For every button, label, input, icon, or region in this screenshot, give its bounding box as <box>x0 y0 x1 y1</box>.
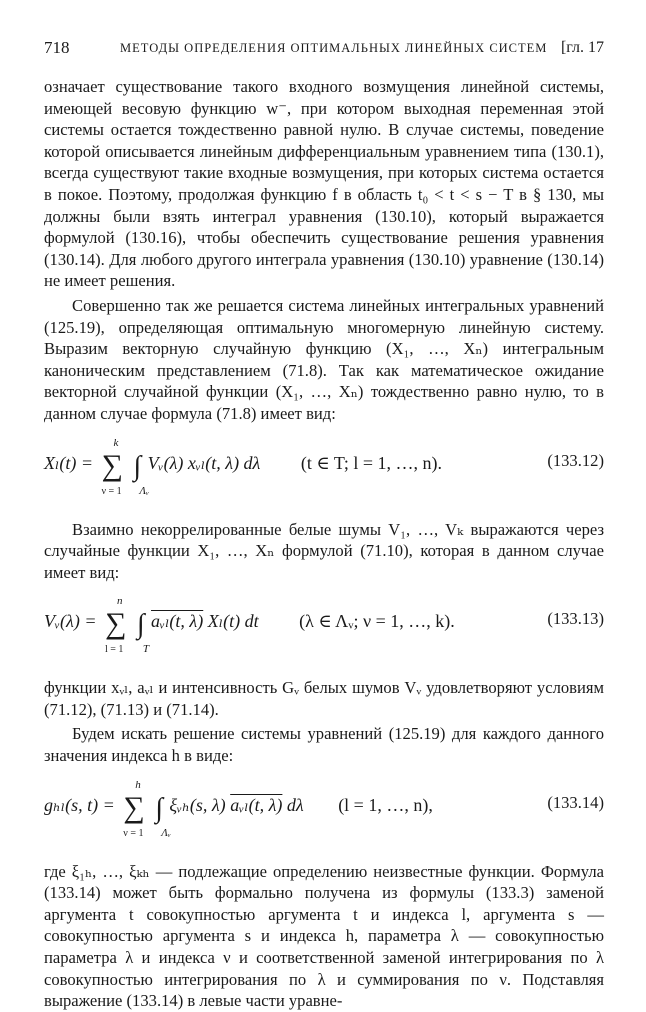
summation-sign: ∑ k ν = 1 <box>101 436 123 497</box>
summation-sign: ∑ n l = 1 <box>104 595 127 656</box>
integral-domain: Λᵥ <box>139 484 150 497</box>
eq-condition: (λ ∈ Λᵥ; ν = 1, …, k). <box>299 611 455 632</box>
integrand-tail: Xₗ(t) dt <box>203 611 259 632</box>
equation-133-13 <box>44 583 604 675</box>
sum-lower-limit: ν = 1 <box>123 827 144 839</box>
integral-sign: ∫ Λᵥ <box>155 792 171 839</box>
equation-number: (133.13) <box>547 609 604 629</box>
conjugate-term: aᵥₗ(t, λ) <box>151 611 204 632</box>
conjugate-term: aᵥₗ(t, λ) <box>230 794 283 815</box>
paragraph-6: где ξ₁ₕ, …, ξₖₕ — подлежащие определению неизвестные функции. Формула (133.14) может быть формально получена из формулы (133.3) заменой аргумента t совокупностью аргумента t и индекса l, аргумента s — совокупностью аргумента s и индекса h, параметра λ — совокупностью параметра λ и индекса ν и соответственной заменой интегрирования по λ совокупностью интегрирования по λ и суммирования по ν. Подставляя выражение (133.14) в левые части уравне- <box>44 861 604 1011</box>
equation-body <box>44 436 443 497</box>
equation-133-14 <box>44 767 604 859</box>
equation-number: (133.14) <box>547 792 604 812</box>
page <box>44 38 604 1012</box>
running-title: МЕТОДЫ ОПРЕДЕЛЕНИЯ ОПТИМАЛЬНЫХ ЛИНЕЙНЫХ СИСТЕМ <box>120 41 548 55</box>
equation-body <box>44 595 455 656</box>
paragraph-1: означает существование такого входного возмущения линейной системы, имеющей весовую функцию w⁻, при котором выходная переменная этой системы остается тождественно равной нулю. В случае системы, поведение которой описывается линейным дифференциальным уравнением типа (130.1), всегда существуют такие входные возмущения, при которых система остается в покое. Поэтому, продолжая функцию f в область t₀ < t < s − T в § 130, мы должны были взять интеграл уравнения (130.10), который выражается формулой (130.16), чтобы обеспечить существование решения уравнения (130.14). Для любого другого интеграла уравнения (130.10) уравнение (130.14) не имеет решения. <box>44 77 604 291</box>
sum-lower-limit: ν = 1 <box>101 485 122 497</box>
equation-body <box>44 778 433 839</box>
sum-lower-limit: l = 1 <box>104 644 124 656</box>
integral-sign: ∫ T <box>136 609 149 656</box>
integral-domain: T <box>142 643 149 656</box>
sum-upper-limit: h <box>135 778 141 791</box>
eq-lhs: Xₗ(t) = <box>44 452 93 473</box>
paragraph-3: Взаимно некоррелированные белые шумы V₁, …, Vₖ выражаются через случайные функции X₁, …, Xₙ формулой (71.10), которая в данном случае имеет вид: <box>44 519 604 582</box>
integrand-head: ξᵥₕ(s, λ) <box>169 794 231 815</box>
integrand-tail: dλ <box>282 794 304 815</box>
eq-condition: (l = 1, …, n), <box>338 794 433 815</box>
summation-sign: ∑ h ν = 1 <box>123 778 145 839</box>
eq-lhs: Vᵥ(λ) = <box>44 611 97 632</box>
integrand: Vᵥ(λ) xᵥₗ(t, λ) dλ <box>147 452 261 473</box>
eq-lhs: gₕₗ(s, t) = <box>44 794 115 815</box>
page-number: 718 <box>44 38 70 57</box>
equation-133-12 <box>44 425 604 517</box>
integral-domain: Λᵥ <box>161 826 171 839</box>
paragraph-5: Будем искать решение системы уравнений (125.19) для каждого данного значения индекса h в виде: <box>44 724 604 766</box>
sum-upper-limit: n <box>116 595 123 608</box>
sum-upper-limit: k <box>113 436 119 449</box>
eq-condition: (t ∈ T; l = 1, …, n). <box>300 452 443 473</box>
integral-sign: ∫ Λᵥ <box>133 450 150 497</box>
chapter-label: [гл. 17 <box>560 39 604 56</box>
paragraph-4: функции xᵥₗ, aᵥₗ и интенсивность Gᵥ белых шумов Vᵥ удовлетворяют условиям (71.12), (71.13) и (71.14). <box>44 678 604 719</box>
page-header <box>44 38 604 62</box>
equation-number: (133.12) <box>547 450 604 470</box>
paragraph-2: Совершенно так же решается система линейных интегральных уравнений (125.19), определяющая оптимальную многомерную линейную систему. Выразим векторную случайную функцию (X₁, …, Xₙ) интегральным каноническим представлением (71.8). Так как математическое ожидание векторной случайной функции (X₁, …, Xₙ) тождественно равно нулю, то в данном случае формула (71.8) имеет вид: <box>44 295 604 423</box>
